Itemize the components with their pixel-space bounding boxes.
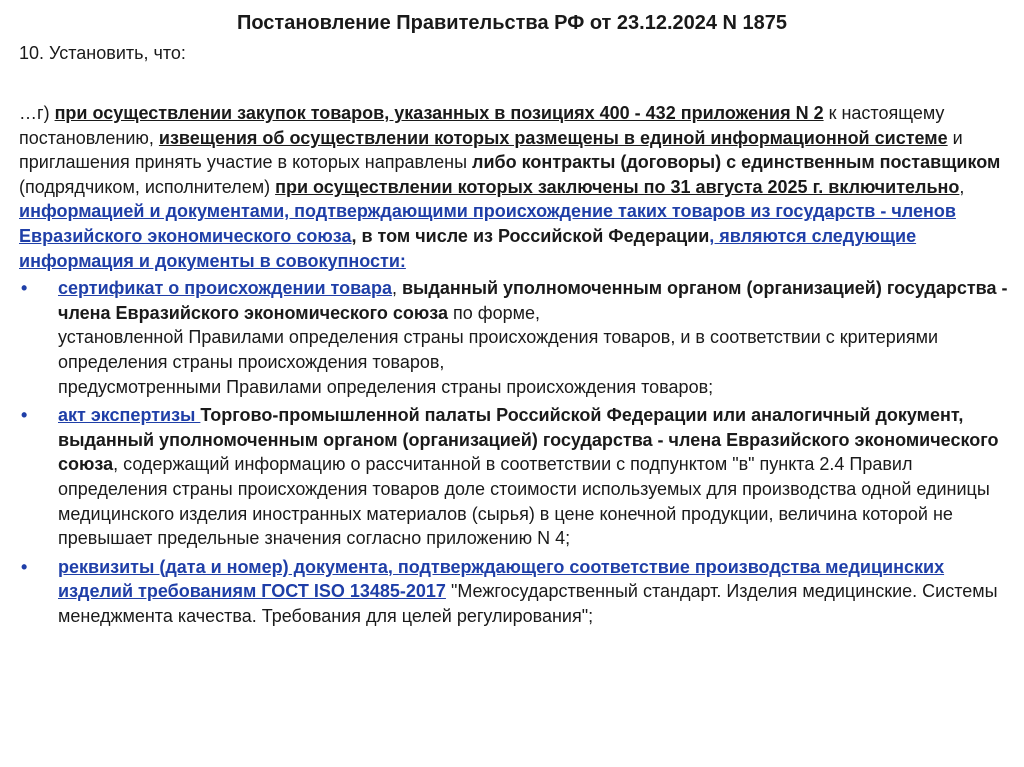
list-item	[19, 555, 1009, 629]
bullet-list	[19, 276, 1009, 628]
list-item	[19, 403, 1009, 551]
certificate-link[interactable]: сертификат о происхождении товара	[58, 278, 392, 299]
para-text-2: и приглашения принять участие в которых направлены	[19, 127, 963, 173]
para-russia-clause: , в том числе из Российской Федерации	[351, 225, 710, 246]
para-procurement-clause: при осуществлении закупок товаров, указанных в позициях 400 - 432 приложения N 2	[54, 103, 824, 123]
intro-line: 10. Установить, что:	[19, 43, 186, 63]
para-date-clause: при осуществлении которых заключены по 31 августа 2025 г. включительно	[275, 176, 960, 197]
bullet-text: "Межгосударственный стандарт. Изделия медицинские. Системы менеджмента качества. Требования для целей регулирования";	[58, 581, 998, 626]
bullet-bold-text: выданный уполномоченным органом (организацией) государства - члена Евразийского экономического союза	[58, 278, 1008, 323]
requisites-link[interactable]: реквизиты (дата и номер) документа, подтверждающего соответствие производства медицинских изделий требованиям ГОСТ ISO 13485-2017	[58, 556, 945, 602]
document-title: Постановление Правительства РФ от 23.12.2024 N 1875	[236, 12, 788, 34]
bullet-marker: •	[21, 556, 28, 577]
para-text-3: (подрядчиком, исполнителем)	[19, 176, 276, 197]
list-item	[19, 276, 1009, 399]
para-lead: …г)	[19, 103, 55, 123]
bullet-text: предусмотренными Правилами определения страны происхождения товаров;	[58, 376, 714, 397]
bullet-bold-text: Торгово-промышленной палаты Российской Федерации или аналогичный документ, выданный уполномоченным органом (организацией) государства - члена Евразийского экономического союза	[58, 405, 999, 475]
main-paragraph	[19, 101, 1009, 273]
bullet-marker: •	[21, 278, 28, 299]
para-following-link[interactable]: , являются следующие информация и документы в совокупности:	[19, 225, 917, 271]
para-documents-link[interactable]: информацией и документами, подтверждающими происхождение таких товаров из государств - членов Евразийского экономического союза	[19, 201, 956, 246]
bullet-text: , содержащий информацию о рассчитанной в соответствии с подпунктом "в" пункта 2.4 Правил определения страны происхождения товаров доле стоимости используемых для производства одной единицы медицинского изделия иностранных материалов (сырья) в цене конечной продукции, величина которой не превышает предельные значения согласно приложению N 4;	[58, 454, 990, 549]
para-contracts-clause: либо контракты (договоры) с единственным поставщиком	[472, 152, 1001, 173]
document-body	[19, 101, 1009, 628]
bullet-marker: •	[21, 405, 28, 426]
para-notice-clause: извещения об осуществлении которых размещены в единой информационной системе	[158, 127, 948, 148]
bullet-text: установленной Правилами определения страны происхождения товаров, и в соответствии с критериями определения страны происхождения товаров,	[58, 327, 939, 372]
bullet-text: ,	[391, 278, 402, 299]
para-comma: ,	[959, 176, 965, 197]
para-text-1: к настоящему постановлению,	[19, 103, 945, 148]
expertise-act-link[interactable]: акт экспертизы	[58, 405, 201, 426]
bullet-text: по форме,	[448, 302, 541, 323]
